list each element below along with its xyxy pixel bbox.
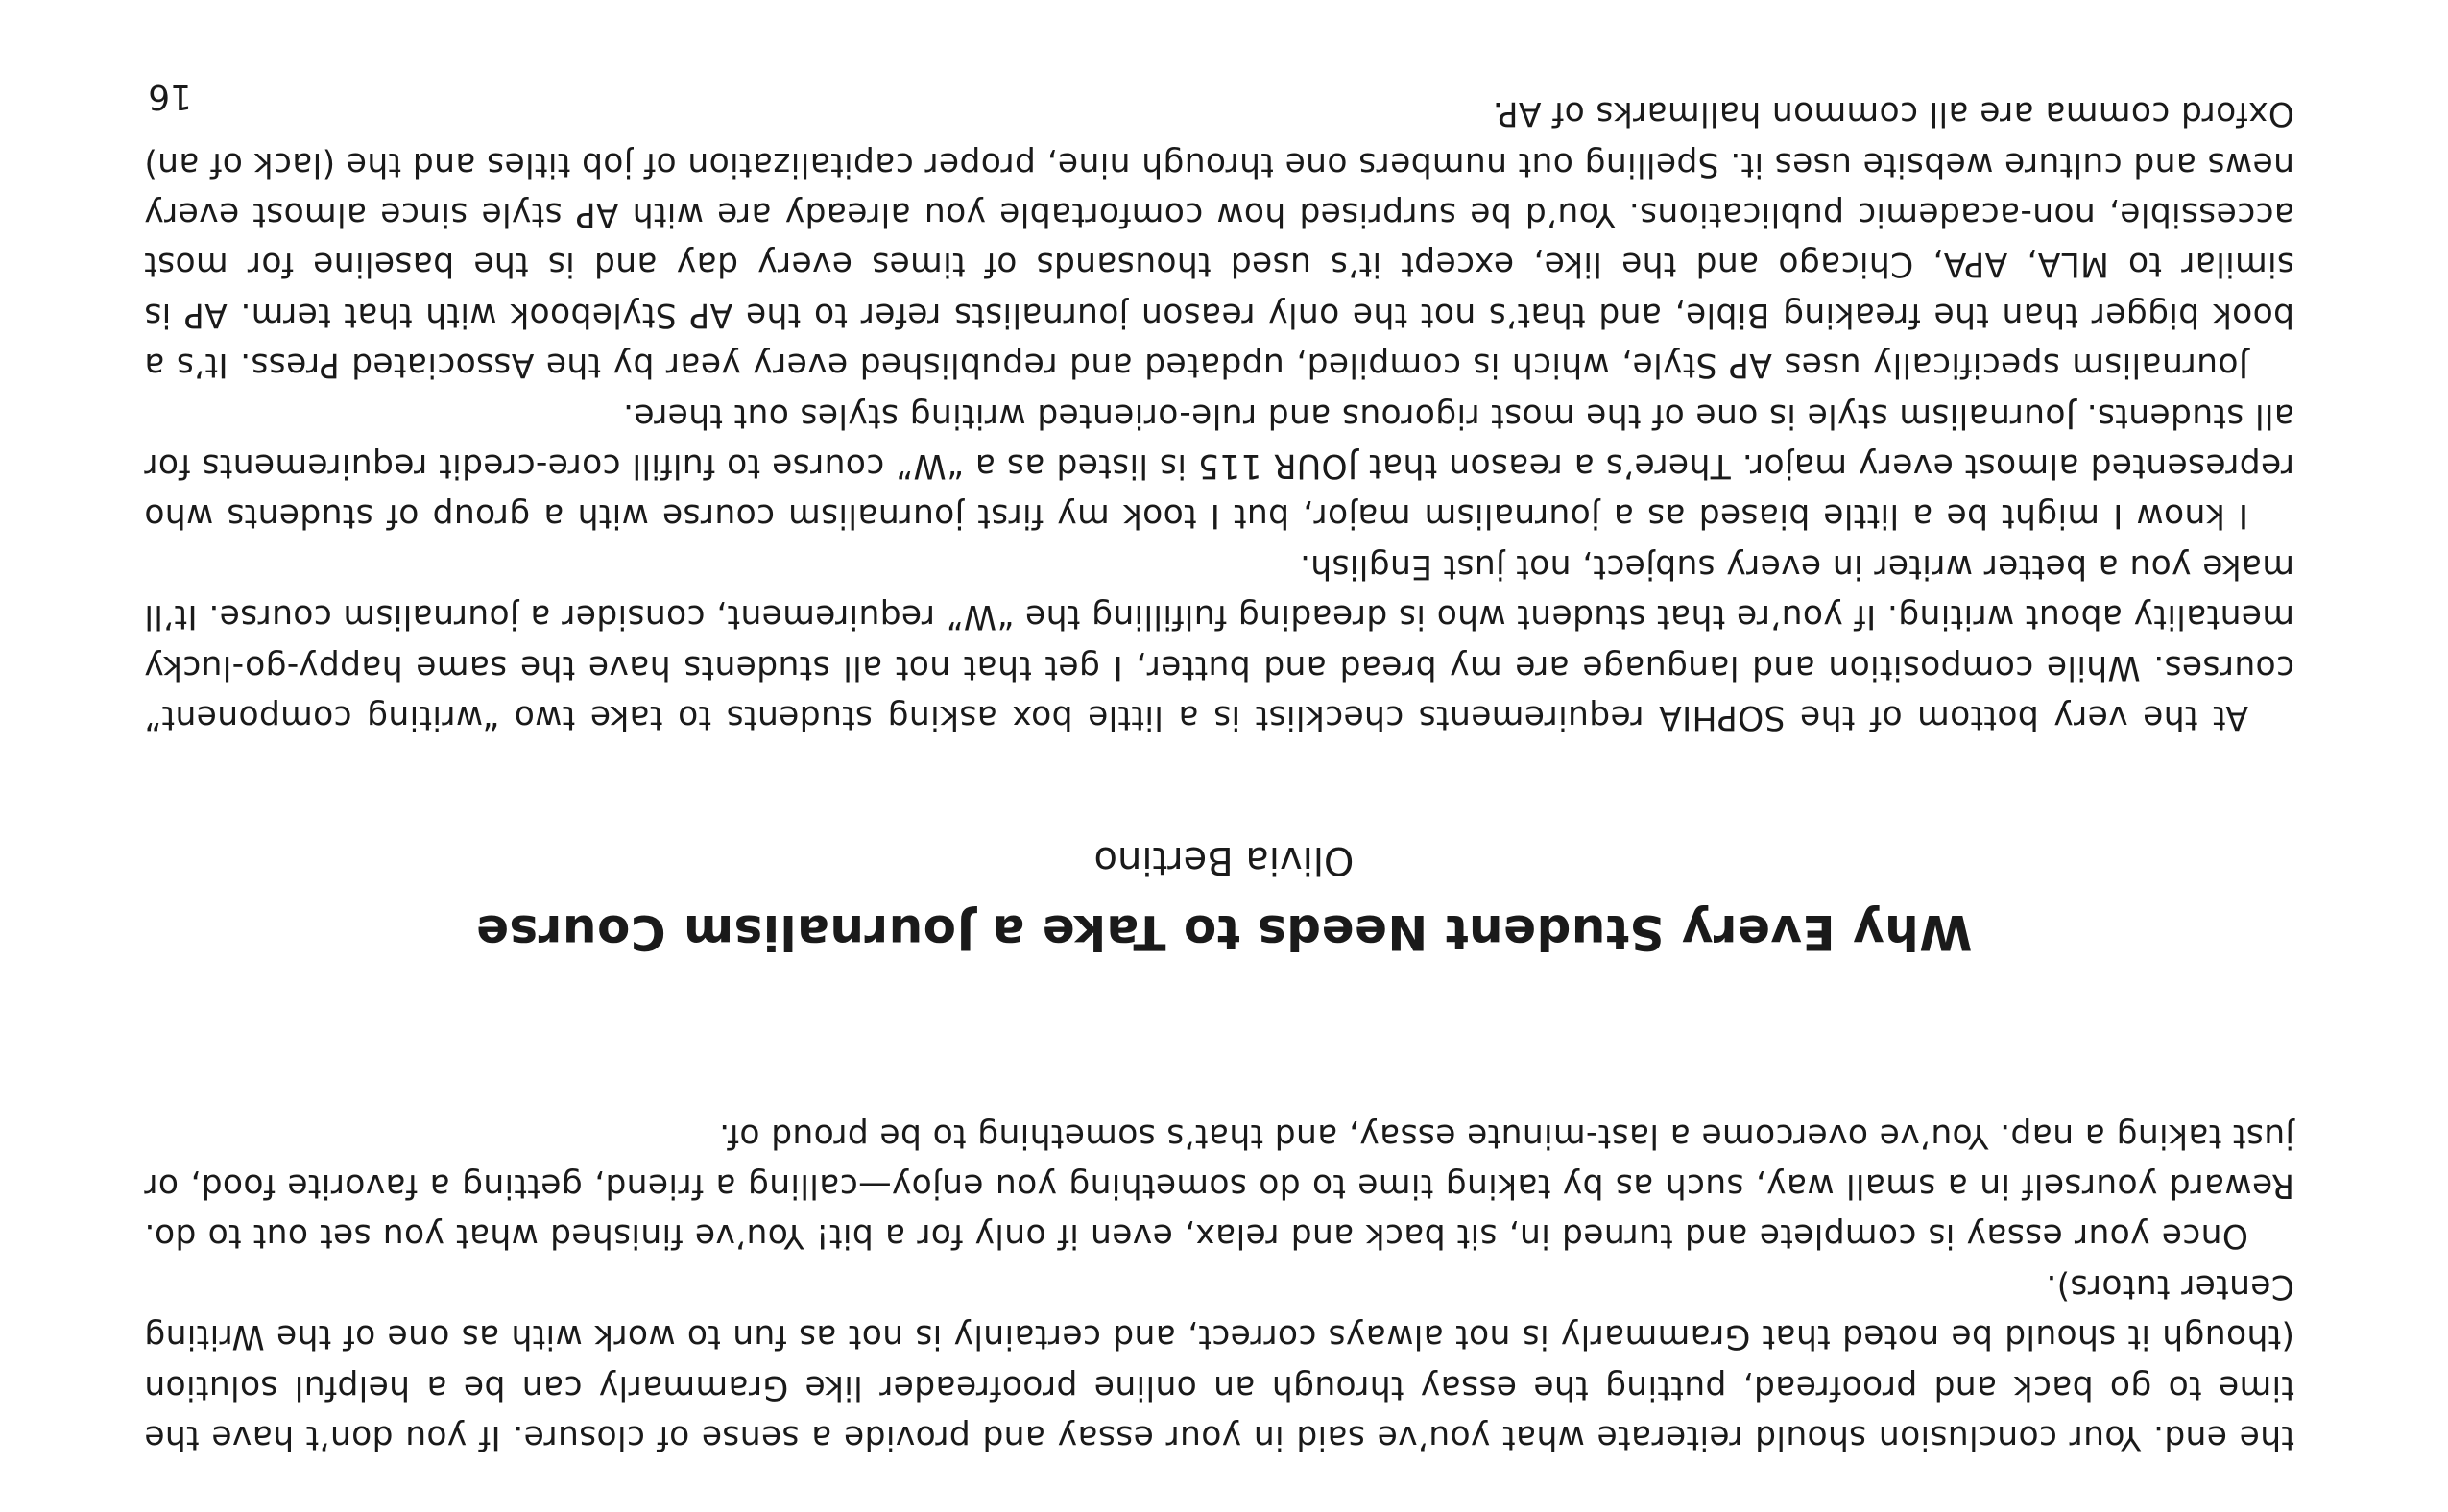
previous-article-ending — [144, 1110, 2294, 1462]
article-author: Olivia Bertino — [1093, 838, 1355, 882]
article-paragraph-1: At the very bottom of the SOPHIA requirements checklist is a little box asking students to take two “writing component” courses. While composition and language are my bread and butter, I get that not all students have the same happy-go-lucky mentality about writing. If you’re that student who is dreading fulfilling the “W” requirement, consider a journalism course. It’ll make you a better writer in every subject, not just English. — [144, 546, 2294, 736]
previous-article-paragraph-1: the end. Your conclusion should reiterate what you’ve said in your essay and provide a sense of closure. If you don’t have the time to go back and proofread, putting the essay through an online proofreader like Grammarly can be a helpful solution (though it should be noted that Grammarly is not always correct, and certainly is not as fun to work with as one of the Writing Center tutors). — [144, 1266, 2294, 1456]
article-paragraph-3: Journalism specifically uses AP Style, which is compiled, updated and republished every year by the Associated Press. It’s a book bigger than the freaking Bible, and that’s not the only reason journalists refer to the AP Stylebook with that term. AP is similar to MLA, APA, Chicago and the like, except it’s used thousands of times every day and is the baseline for most accessible, non-academic publications. You’d be surprised how comfortable you already are with AP style since almost every news and culture website uses it. Spelling out numbers one through nine, proper capitalization of job titles and the (lack of an) Oxford comma are all common hallmarks of AP. — [144, 94, 2294, 385]
article-body — [144, 88, 2294, 742]
page-number: 16 — [148, 77, 192, 116]
article-paragraph-2: I know I might be a little biased as a journalism major, but I took my first journalism course with a group of students who represented almost every major. There’s a reason that JOUR 115 is listed as a “W” course to fulfill core-credit requirements for all students. Journalism style is one of the most rigorous and rule-oriented writing styles out there. — [144, 396, 2294, 536]
previous-article-paragraph-2: Once your essay is complete and turned in, sit back and relax, even if only for a bit! You’ve finished what you set out to do. Reward yourself in a small way, such as by taking time to do something you enjoy—calling a friend, getting a favorite food, or just taking a nap. You’ve overcome a last-minute essay, and that’s something to be proud of. — [144, 1116, 2294, 1256]
article-title: Why Every Student Needs to Take a Journalism Course — [475, 904, 1973, 960]
